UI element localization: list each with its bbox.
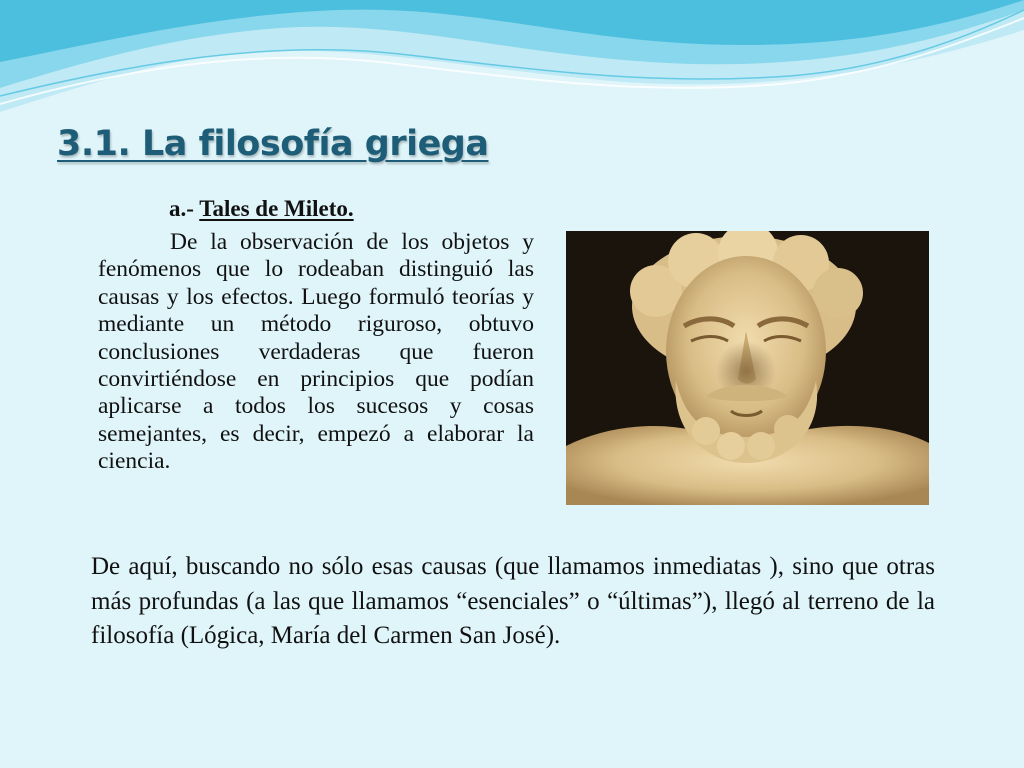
slide-title: 3.1. La filosofía griega bbox=[57, 124, 489, 164]
subheading bbox=[169, 196, 354, 222]
header-wave-decoration bbox=[0, 0, 1024, 130]
subheading-name: Tales de Mileto. bbox=[199, 196, 354, 221]
body-paragraph-2: De aquí, buscando no sólo esas causas (que llamamos inmediatas ), sino que otras más profundas (a las que llamamos “esenciales” o “últimas”), llegó al terreno de la filosofía (Lógica, María del Carmen San José). bbox=[91, 553, 935, 649]
subheading-prefix: a.- bbox=[169, 196, 194, 221]
marble-bust-portrait-icon bbox=[566, 231, 929, 505]
body-paragraph-1: De la observación de los objetos y fenómenos que lo rodeaban distinguió las causas y los efectos. Luego formuló teorías y mediante un método riguroso, obtuvo conclusiones verdaderas que fueron convirtiéndose en principios que podían aplicarse a todos los sucesos y cosas semejantes, es decir, empezó a elaborar la ciencia. bbox=[98, 229, 534, 475]
portrait-image bbox=[566, 231, 929, 505]
